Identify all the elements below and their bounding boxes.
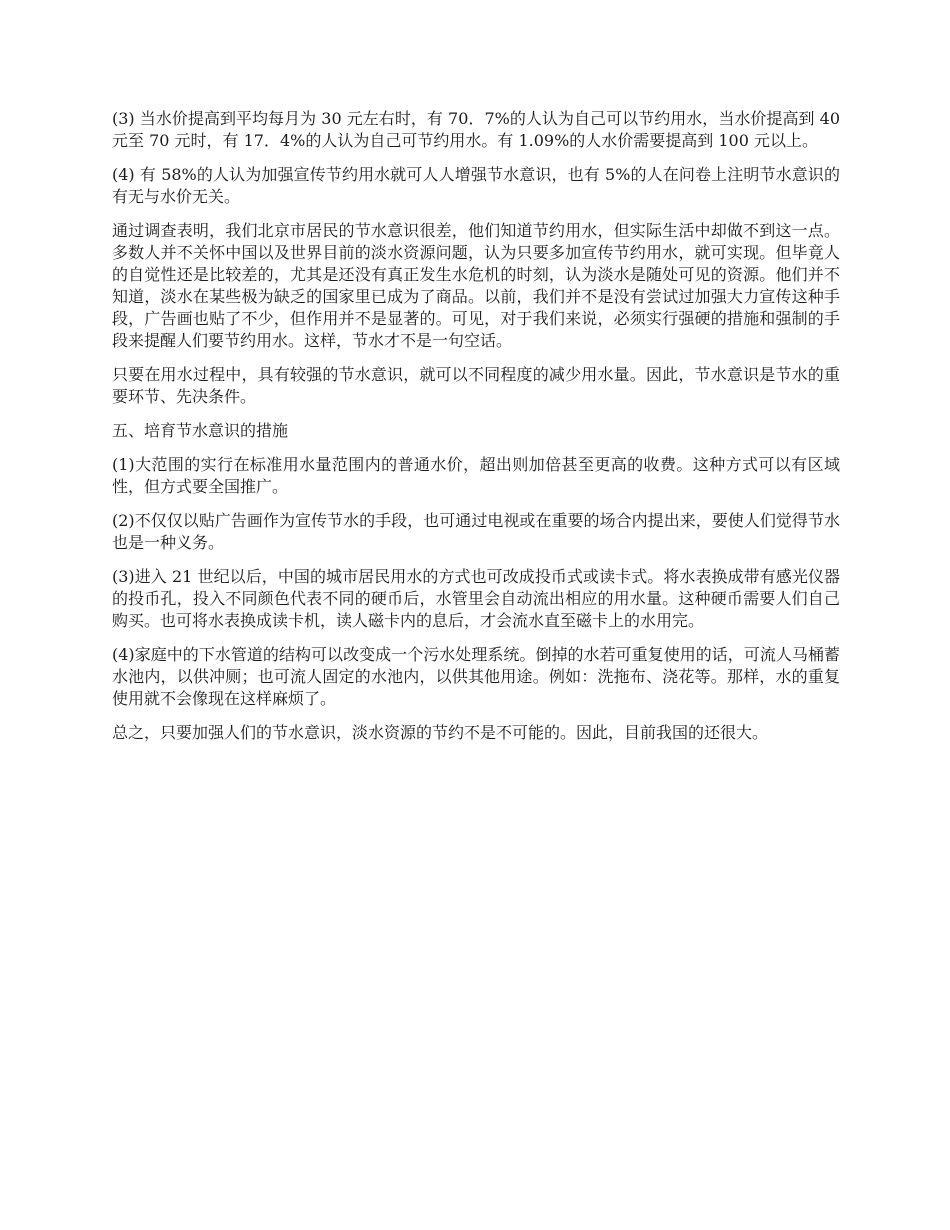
section-heading-measures: 五、培育节水意识的措施 (112, 421, 289, 440)
paragraph-measure-2: (2)不仅仅以贴广告画作为宣传节水的手段，也可通过电视或在重要的场合内提出来，要使人们觉得节水也是一种义务。 (112, 511, 840, 552)
document-body (112, 108, 840, 756)
paragraph-water-price-survey: (3) 当水价提高到平均每月为 30 元左右时，有 70．7%的人认为自己可以节约用水，当水价提高到 40 元至 70 元时，有 17．4%的人认为自己可节约用水。有 1.09%的人水价需要提高到 100 元以上。 (112, 109, 840, 150)
paragraph-summary: 总之，只要加强人们的节水意识，淡水资源的节约不是不可能的。因此，目前我国的还很大。 (112, 723, 769, 742)
paragraph-measure-3: (3)进入 21 世纪以后，中国的城市居民用水的方式也可改成投币式或读卡式。将水表换成带有感光仪器的投币孔，投入不同颜色代表不同的硬币后，水管里会自动流出相应的用水量。这种硬币需要人们自己购买。也可将水表换成读卡机，读人磁卡内的息后，才会流水直至磁卡上的水用完。 (112, 567, 840, 630)
paragraph-publicity-survey: (4) 有 58%的人认为加强宣传节约用水就可人人增强节水意识，也有 5%的人在问卷上注明节水意识的有无与水价无关。 (112, 165, 840, 206)
paragraph-measure-1: (1)大范围的实行在标准用水量范围内的普通水价，超出则加倍甚至更高的收费。这种方式可以有区域性，但方式要全国推广。 (112, 455, 840, 496)
paragraph-survey-conclusion: 通过调查表明，我们北京市居民的节水意识很差，他们知道节约用水，但实际生活中却做不到这一点。多数人并不关怀中国以及世界目前的淡水资源问题，认为只要多加宣传节约用水，就可实现。但毕竟人的自觉性还是比较差的，尤其是还没有真正发生水危机的时刻，认为淡水是随处可见的资源。他们并不知道，淡水在某些极为缺乏的国家里已成为了商品。以前，我们并不是没有尝试过加强大力宣传这种手段，广告画也贴了不少，但作用并不是显著的。可见，对于我们来说，必须实行强硬的措施和强制的手段来提醒人们要节约用水。这样，节水才不是一句空话。 (112, 221, 840, 350)
paragraph-measure-4: (4)家庭中的下水管道的结构可以改变成一个污水处理系统。倒掉的水若可重复使用的话，可流人马桶蓄水池内，以供冲厕；也可流人固定的水池内，以供其他用途。例如：洗拖布、浇花等。那样，水的重复使用就不会像现在这样麻烦了。 (112, 645, 840, 708)
paragraph-awareness-importance: 只要在用水过程中，具有较强的节水意识，就可以不同程度的减少用水量。因此，节水意识是节水的重要环节、先决条件。 (112, 365, 840, 406)
